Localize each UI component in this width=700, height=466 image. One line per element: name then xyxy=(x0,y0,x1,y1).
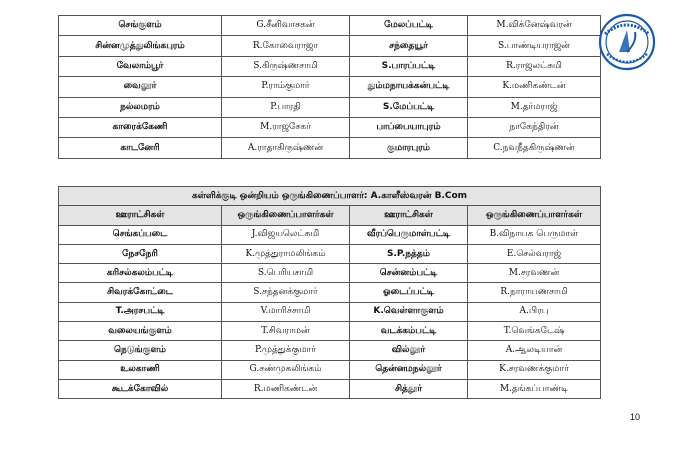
coordinator-cell: A.ஆலடியான் xyxy=(468,341,601,360)
panchayat-cell: K.வெள்ளாகுளம் xyxy=(350,302,468,321)
panchayat-cell: சின்னமுத்துலிங்கபுரம் xyxy=(59,36,222,56)
page-number: 10 xyxy=(629,412,640,422)
table-header-row xyxy=(59,206,601,225)
panchayat-cell: சந்தையூர் xyxy=(350,36,468,56)
coordinator-cell: T.சிவராமன் xyxy=(222,322,350,341)
panchayat-cell: சென்னம்பட்டி xyxy=(350,264,468,283)
table-title: கள்ளிக்குடி ஒன்றியம் ஒருங்கிணைப்பாளர்: A.காளீஸ்வரன் B.Com xyxy=(59,187,601,206)
panchayat-cell: செங்குளம் xyxy=(59,16,222,36)
panchayat-cell: வைலூர் xyxy=(59,77,222,97)
coordinator-cell: M.தர்மராஜ் xyxy=(468,97,601,117)
party-seal-icon xyxy=(597,12,657,72)
coordinator-cell: K.சரவணக்குமார் xyxy=(468,360,601,379)
coordinator-cell: T.வெங்கடேஷ் xyxy=(468,322,601,341)
table-row xyxy=(59,138,601,158)
coordinator-cell: R.கோவைராஜா xyxy=(222,36,350,56)
panchayat-cell: மேலப்பட்டி xyxy=(350,16,468,36)
table-row xyxy=(59,322,601,341)
table-upper-body xyxy=(59,16,601,159)
panchayat-cell: தும்மநாயக்கன்பட்டி xyxy=(350,77,468,97)
table-kallikudi xyxy=(58,186,601,399)
coordinator-cell: S.பெரியசாமி xyxy=(222,264,350,283)
table-row xyxy=(59,36,601,56)
coordinator-cell: M.விக்னேஷ்வரன் xyxy=(468,16,601,36)
table-row xyxy=(59,283,601,302)
coordinator-cell: G.சண்முகலிங்கம் xyxy=(222,360,350,379)
coordinator-cell: S.சந்தனக்குமார் xyxy=(222,283,350,302)
coordinator-cell: நாகேந்திரன் xyxy=(468,117,601,137)
panchayat-cell: செங்கப்படை xyxy=(59,225,222,244)
coordinator-cell: K.மணிகண்டன் xyxy=(468,77,601,97)
coordinator-cell: R.மணிகண்டன் xyxy=(222,379,350,398)
panchayat-cell: காரைக்கேணி xyxy=(59,117,222,137)
coordinator-cell: M.ராஜசேகர் xyxy=(222,117,350,137)
coordinator-cell: B.விநாயக பெருமாள் xyxy=(468,225,601,244)
table-upper xyxy=(58,15,601,159)
panchayat-cell: T.அரசபட்டி xyxy=(59,302,222,321)
coordinator-cell: M.தங்கப்பாண்டி xyxy=(468,379,601,398)
panchayat-cell: காடனேரி xyxy=(59,138,222,158)
column-header: ஊராட்சிகள் xyxy=(350,206,468,225)
coordinator-cell: G.சீனிவாசகன் xyxy=(222,16,350,36)
table-row xyxy=(59,379,601,398)
table-row xyxy=(59,97,601,117)
coordinator-cell: K.முத்துராமலிங்கம் xyxy=(222,244,350,263)
table-title-row xyxy=(59,187,601,206)
panchayat-cell: வில்லூர் xyxy=(350,341,468,360)
coordinator-cell: R.நாராயணசாமி xyxy=(468,283,601,302)
coordinator-cell: P.பாரதி xyxy=(222,97,350,117)
coordinator-cell: R.ராஜலட்சுமி xyxy=(468,56,601,76)
column-header: ஒருங்கிணைப்பாளர்கள் xyxy=(222,206,350,225)
column-header: ஒருங்கிணைப்பாளர்கள் xyxy=(468,206,601,225)
panchayat-cell: S.P.நத்தம் xyxy=(350,244,468,263)
panchayat-cell: நல்லமரம் xyxy=(59,97,222,117)
panchayat-cell: பாப்பையாபுரம் xyxy=(350,117,468,137)
panchayat-cell: வேலாம்பூர் xyxy=(59,56,222,76)
panchayat-cell: ஓடைப்பட்டி xyxy=(350,283,468,302)
table-row xyxy=(59,117,601,137)
table-row xyxy=(59,225,601,244)
table-row xyxy=(59,244,601,263)
panchayat-cell: வீரப்பெருமாள்பட்டி xyxy=(350,225,468,244)
coordinator-cell: J.விஜயலெட்சுமி xyxy=(222,225,350,244)
panchayat-cell: சித்தூர் xyxy=(350,379,468,398)
panchayat-cell: கரிசல்கலம்பட்டி xyxy=(59,264,222,283)
panchayat-cell: நேசநேரி xyxy=(59,244,222,263)
table-row xyxy=(59,341,601,360)
coordinator-cell: V.மாரிச்சாமி xyxy=(222,302,350,321)
panchayat-cell: S.மேப்பட்டி xyxy=(350,97,468,117)
coordinator-cell: S.கிருஷ்ணசாமி xyxy=(222,56,350,76)
table-kallikudi-body xyxy=(59,225,601,399)
table-row xyxy=(59,302,601,321)
table-row xyxy=(59,16,601,36)
panchayat-cell: நெடுங்குளம் xyxy=(59,341,222,360)
coordinator-cell: S.பாண்டியராஜன் xyxy=(468,36,601,56)
table-row xyxy=(59,264,601,283)
panchayat-cell: S.பாரப்பட்டி xyxy=(350,56,468,76)
coordinator-cell: E.செல்வராஜ் xyxy=(468,244,601,263)
coordinator-cell: A.பிரபு xyxy=(468,302,601,321)
table-row xyxy=(59,77,601,97)
coordinator-cell: P.முத்துக்குமார் xyxy=(222,341,350,360)
panchayat-cell: உலகாணி xyxy=(59,360,222,379)
coordinator-cell: A.ராதாகிருஷ்ணன் xyxy=(222,138,350,158)
panchayat-cell: தென்னமநல்லூர் xyxy=(350,360,468,379)
panchayat-cell: கூடக்கோவில் xyxy=(59,379,222,398)
panchayat-cell: சிவரக்கோட்டை xyxy=(59,283,222,302)
column-header: ஊராட்சிகள் xyxy=(59,206,222,225)
coordinator-cell: P.ராம்குமார் xyxy=(222,77,350,97)
coordinator-cell: M.சரவணன் xyxy=(468,264,601,283)
coordinator-cell: C.நவநீதகிருஷ்ணன் xyxy=(468,138,601,158)
table-row xyxy=(59,360,601,379)
table-row xyxy=(59,56,601,76)
panchayat-cell: வலையங்குளம் xyxy=(59,322,222,341)
panchayat-cell: வடக்கம்பட்டி xyxy=(350,322,468,341)
panchayat-cell: குமாரபுரம் xyxy=(350,138,468,158)
